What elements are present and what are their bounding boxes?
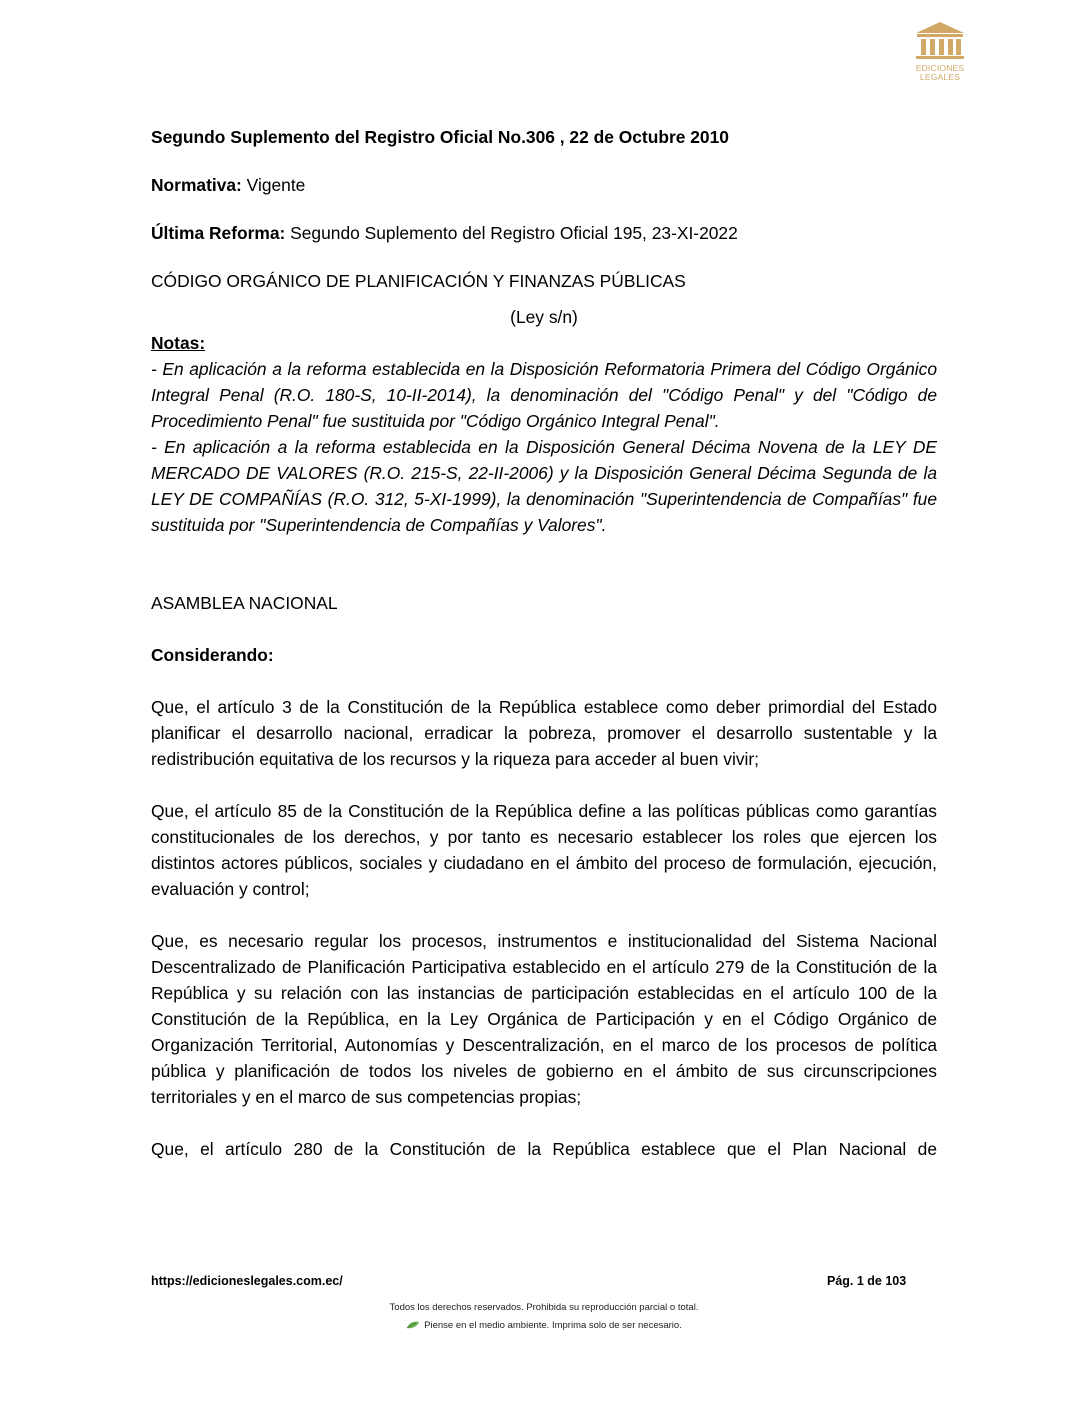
leaf-icon (406, 1321, 420, 1329)
copyright-notice: Todos los derechos reservados. Prohibida su reproducción parcial o total. (389, 1302, 699, 1313)
law-subtitle: (Ley s/n) (510, 307, 578, 327)
considerando-heading: Considerando: (151, 645, 274, 665)
paragraph-2: Que, el artículo 85 de la Constitución de la República define a las políticas públicas como garantías constitucionales de los derechos, y por tanto es necesario establecer los roles que ejercen los distintos actores públicos, sociales y ciudadano en el ámbito del proceso de formulación, ejecución, evaluación y control; (151, 801, 937, 899)
ediciones-legales-logo (908, 20, 972, 92)
environment-notice (0, 1320, 1088, 1331)
temple-columns-icon (913, 20, 967, 62)
page-number: Pág. 1 de 103 (827, 1274, 907, 1288)
nota-1: - En aplicación a la reforma establecida en la Disposición Reformatoria Primera del Código Orgánico Integral Penal (R.O. 180-S, 10-II-2014), la denominación del "Código Penal" y del "Código de Procedimiento Penal" fue sustituida por "Código Orgánico Integral Penal". (151, 359, 937, 431)
paragraph-3: Que, es necesario regular los procesos, instrumentos e institucionalidad del Sistema Nacional Descentralizado de Planificación Participativa establecido en el artículo 279 de la Constitución de la República y su relación con las instancias de participación establecidas en el artículo 100 de la Constitución de la República, en la Ley Orgánica de Participación y en el Código Orgánico de Organización Territorial, Autonomías y Descentralización, en el marco de los procesos de política pública y planificación de todos los niveles de gobierno en el ámbito de sus circunscripciones territoriales y en el marco de sus competencias propias; (151, 931, 937, 1107)
footer-website-link[interactable]: https://edicioneslegales.com.ec/ (151, 1274, 343, 1288)
document-body (151, 124, 937, 1162)
reforma-value: Segundo Suplemento del Registro Oficial 195, 23-XI-2022 (285, 223, 738, 243)
environment-text: Piense en el medio ambiente. Imprima solo de ser necesario. (424, 1320, 682, 1331)
logo-line-1: EDICIONES (915, 63, 965, 73)
paragraph-4: Que, el artículo 280 de la Constitución de la República establece que el Plan Nacional de (151, 1139, 937, 1159)
normativa-value: Vigente (241, 175, 306, 195)
logo-line-2: LEGALES (919, 72, 961, 82)
notas-heading: Notas: (151, 333, 206, 353)
asamblea-heading: ASAMBLEA NACIONAL (151, 593, 338, 613)
registro-heading: Segundo Suplemento del Registro Oficial No.306 , 22 de Octubre 2010 (151, 127, 729, 147)
law-title: CÓDIGO ORGÁNICO DE PLANIFICACIÓN Y FINANZAS PÚBLICAS (151, 271, 686, 291)
reforma-label: Última Reforma: (151, 223, 286, 243)
paragraph-1: Que, el artículo 3 de la Constitución de la República establece como deber primordial del Estado planificar el desarrollo nacional, erradicar la pobreza, promover el desarrollo sustentable y la redistribución equitativa de los recursos y la riqueza para acceder al buen vivir; (151, 697, 937, 769)
reforma-line (151, 220, 937, 246)
nota-2: - En aplicación a la reforma establecida en la Disposición General Décima Novena de la LEY DE MERCADO DE VALORES (R.O. 215-S, 22-II-2006) y la Disposición General Décima Segunda de la LEY DE COMPAÑÍAS (R.O. 312, 5-XI-1999), la denominación "Superintendencia de Compañías" fue sustituida por "Superintendencia de Compañías y Valores". (151, 437, 937, 535)
normativa-line (151, 172, 937, 198)
normativa-label: Normativa: (151, 175, 242, 195)
logo-text (908, 64, 972, 82)
